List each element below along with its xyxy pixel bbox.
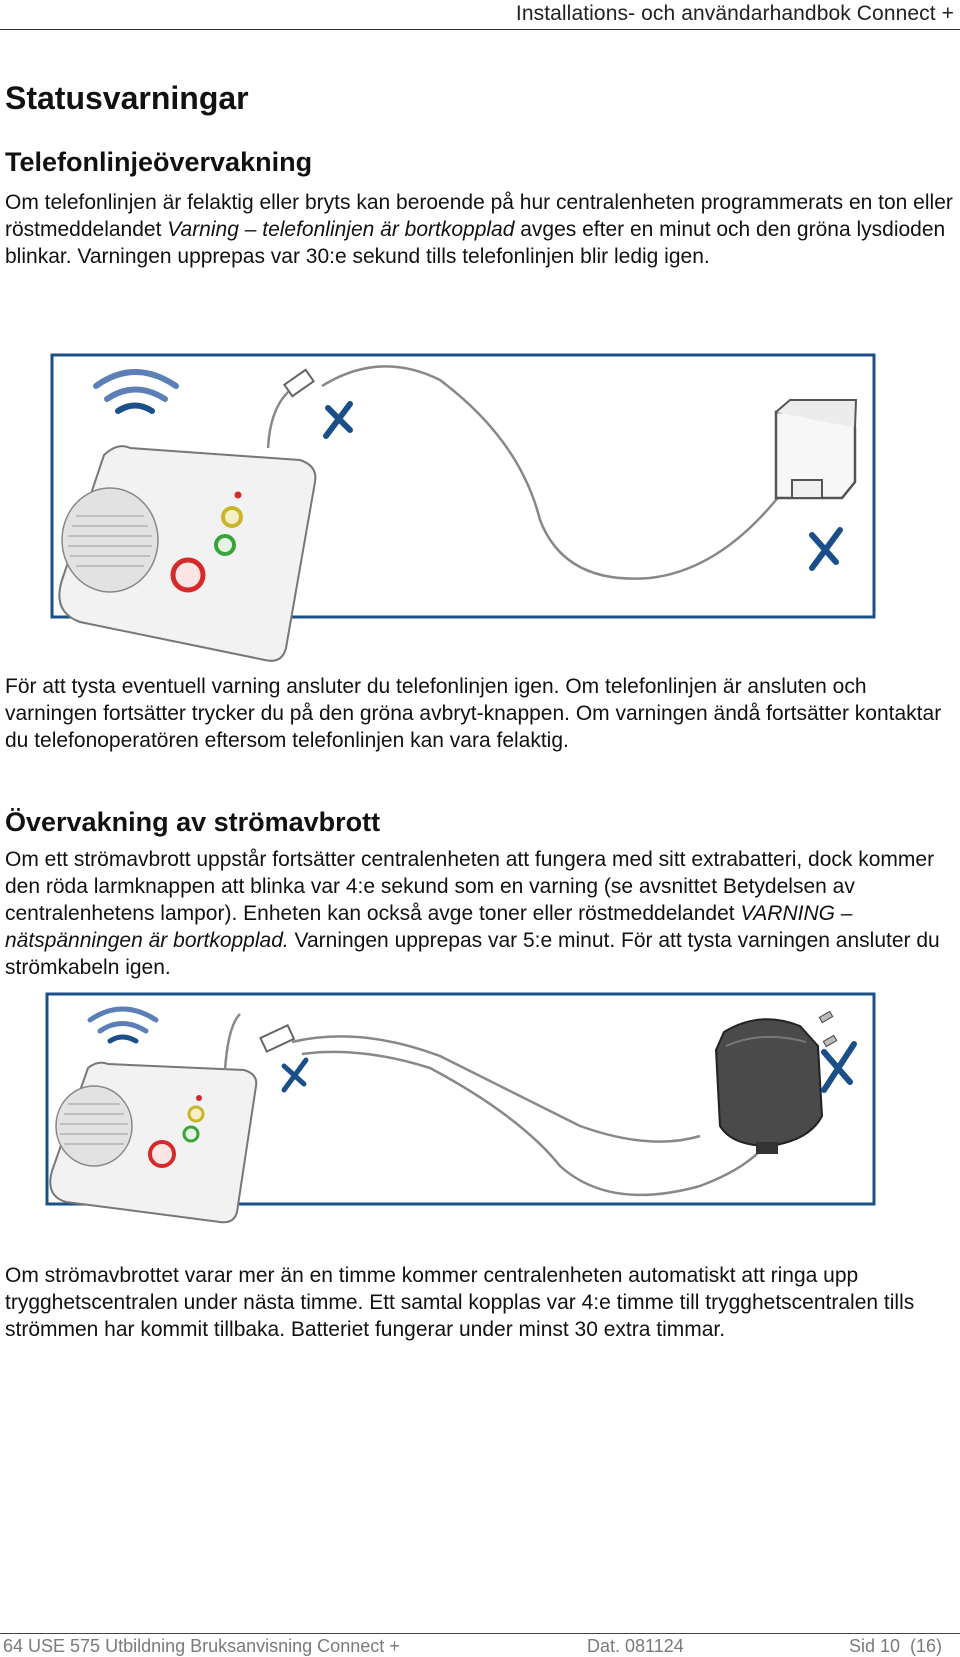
yellow-led-icon [189, 1107, 203, 1121]
footer-page-number: Sid 10 (16) [848, 1636, 942, 1656]
footer-document-name: 64 USE 575 Utbildning Bruksanvisning Connect + [3, 1636, 400, 1656]
base-unit-illustration [59, 446, 315, 661]
page-title: Statusvarningar [5, 80, 249, 116]
power-paragraph-2: Om strömavbrottet varar mer än en timme kommer centralenheten automatiskt att ringa upp trygghetscentralen under nästa timme. Ett samtal kopplas var 4:e timme till trygghetscentralen tills strömmen har kommit tillbaka. Batteriet fungerar under minst 30 extra timmar. [5, 1264, 915, 1341]
power-led-icon [235, 492, 242, 499]
phone-para1-italic: Varning – telefonlinjen är bortkopplad [167, 218, 515, 241]
green-cancel-button-icon [216, 536, 234, 554]
heading-power-outage-monitoring: Övervakning av strömavbrott [5, 807, 381, 837]
figure-power-disconnected [0, 986, 960, 1226]
power-paragraph-1 [5, 846, 955, 981]
header-rule [0, 29, 960, 30]
green-cancel-button-icon [184, 1127, 198, 1141]
phone-paragraph-1 [5, 189, 955, 270]
yellow-led-icon [223, 508, 241, 526]
phone-paragraph-2: För att tysta eventuell varning ansluter du telefonlinjen igen. Om telefonlinjen är ansluten och varningen fortsätter trycker du på den gröna avbryt-knappen. Om varningen ändå fortsätter kontaktar du telefonoperatören eftersom telefonlinjen kan vara felaktig. [5, 675, 942, 752]
phone-para1-end: avges efter en minut och den gröna lysdioden blinkar. Varningen upprepas var 30:e sekund tills telefonlinjen blir ledig igen. [5, 218, 946, 268]
wall-socket-icon [776, 400, 856, 498]
red-alarm-button-icon [173, 560, 203, 590]
red-alarm-button-icon [150, 1142, 174, 1166]
phone-para1-start: Om telefonlinjen är felaktig eller bryts kan beroende på hur centralenheten programmerats en ton eller röstmeddelandet [5, 191, 953, 241]
power-para1-end: Varningen upprepas var 5:e minut. För att tysta varningen ansluter du strömkabeln igen. [5, 929, 940, 979]
running-header: Installations- och användarhandbok Connect + [515, 2, 954, 25]
speaker-grille [56, 1086, 132, 1166]
power-led-icon [196, 1095, 202, 1101]
power-para1-start: Om ett strömavbrott uppstår fortsätter centralenheten att fungera med sitt extrabatteri, dock kommer den röda larmknappen att blinka var 4:e sekund som en varning (se avsnittet Betydelsen av centralenhetens lampor). Enheten kan också avge toner eller röstmeddelandet [5, 848, 935, 925]
footer-rule [0, 1633, 960, 1634]
heading-phone-line-monitoring: Telefonlinjeövervakning [5, 147, 313, 177]
speaker-grille [62, 488, 158, 592]
power-para1-italic: VARNING – nätspänningen är bortkopplad. [5, 902, 853, 952]
footer-date: Dat. 081124 [587, 1636, 684, 1656]
figure-phone-line-disconnected [0, 330, 960, 670]
base-unit-illustration [50, 1063, 256, 1223]
